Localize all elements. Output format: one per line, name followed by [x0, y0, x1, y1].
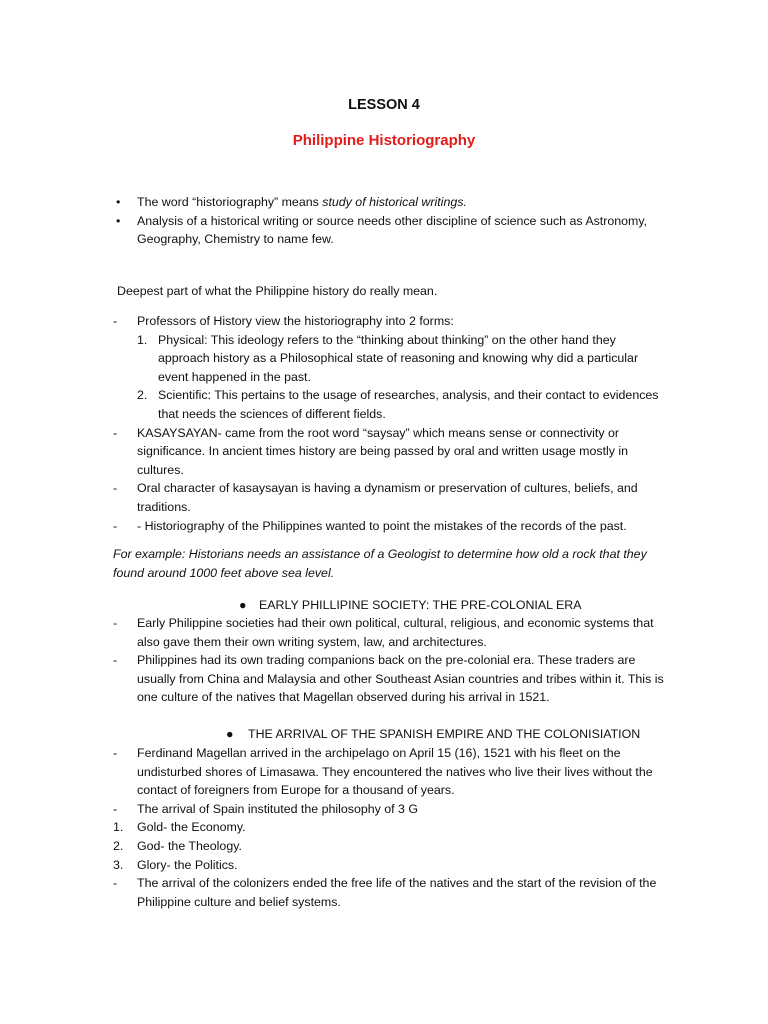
list-marker: -: [113, 518, 118, 533]
bullet-text: [137, 212, 647, 231]
list-item-text: Professors of History view the historiography into 2 forms:: [137, 314, 454, 328]
list-item-text: that needs the sciences of different fields.: [158, 407, 386, 421]
text-run: The word “historiography” means: [137, 195, 323, 209]
list-item-text: traditions.: [137, 500, 191, 514]
list-item-text: Early Philippine societies had their own political, cultural, religious, and economic systems that: [137, 616, 654, 630]
list-item-text: contact of foreigners from Europe for a thousand of years.: [137, 783, 455, 798]
intro-paragraph: Deepest part of what the Philippine history do really mean.: [117, 284, 438, 298]
section-heading-text: EARLY PHILLIPINE SOCIETY: THE PRE-COLONIAL ERA: [259, 598, 582, 612]
example-paragraph: found around 1000 feet above sea level.: [113, 565, 335, 580]
list-item-text: Gold- the Economy.: [137, 820, 246, 835]
text-run: Analysis of a historical writing or source needs other discipline of science such as Astronomy,: [137, 213, 648, 228]
page-title: Philippine Historiography: [292, 132, 476, 149]
list-marker: -: [113, 425, 118, 440]
list-item-text: one culture of the natives that Magellan observed during his arrival in 1521.: [137, 690, 550, 705]
bullet-text: [137, 193, 467, 212]
example-paragraph: For example: Historians needs an assistance of a Geologist to determine how old a rock that they: [113, 547, 647, 561]
list-item-text: also gave them their own writing system, law, and architectures.: [137, 634, 487, 649]
list-item-text: Philippine culture and belief systems.: [137, 894, 341, 909]
list-item-text: Glory- the Politics.: [137, 857, 238, 872]
list-item-text: usually from China and Malaysia and other Southeast Asian countries and tribes within it. This is: [137, 671, 664, 686]
list-item-text: Oral character of kasaysayan is having a dynamism or preservation of cultures, beliefs, and: [137, 481, 638, 496]
section-heading-text: THE ARRIVAL OF THE SPANISH EMPIRE AND THE COLONISIATION: [248, 727, 641, 741]
list-item-text: Scientific: This pertains to the usage of researches, analysis, and their contact to evidences: [158, 388, 659, 403]
list-item-text: KASAYSAYAN- came from the root word “saysay” which means sense or connectivity or: [137, 425, 620, 440]
list-item-text: - Historiography of the Philippines wanted to point the mistakes of the records of the past.: [137, 518, 627, 533]
list-item-text: event happened in the past.: [158, 369, 311, 384]
list-item-text: The arrival of the colonizers ended the free life of the natives and the start of the revision of the: [137, 876, 657, 891]
lesson-number: LESSON 4: [348, 97, 420, 113]
heading-bullet-icon: ●: [239, 598, 247, 612]
bullet-text: [137, 230, 334, 249]
list-marker: 2.: [113, 839, 124, 853]
list-item-text: Ferdinand Magellan arrived in the archipelago on April 15 (16), 1521 with his fleet on the: [137, 746, 621, 760]
list-marker: -: [113, 746, 118, 760]
list-marker: 2.: [137, 388, 148, 403]
list-marker: 1.: [137, 332, 148, 347]
list-marker: -: [113, 481, 118, 496]
list-item-text: cultures.: [137, 462, 184, 477]
list-marker: -: [113, 314, 118, 328]
text-run: Geography, Chemistry to name few.: [137, 232, 334, 247]
list-item-text: significance. In ancient times history are being passed by oral and written usage mostly in: [137, 444, 629, 459]
heading-bullet-icon: ●: [226, 727, 234, 741]
list-marker: 3.: [113, 857, 124, 872]
list-marker: 1.: [113, 820, 124, 835]
list-marker: -: [113, 876, 118, 891]
list-marker: -: [113, 801, 118, 816]
list-item-text: approach history as a Philosophical state of reasoning and knowing why did a particular: [158, 351, 639, 366]
list-item-text: undisturbed shores of Limasawa. They encountered the natives who live their lives without the: [137, 764, 653, 779]
list-item-text: Physical: This ideology refers to the “thinking about thinking” on the other hand they: [158, 332, 616, 347]
bullet-icon: •: [116, 213, 121, 228]
bullet-icon: •: [116, 195, 121, 209]
list-marker: -: [113, 616, 118, 630]
list-item-text: God- the Theology.: [137, 839, 242, 853]
list-marker: -: [113, 653, 118, 668]
text-run: study of historical writings.: [322, 195, 467, 209]
list-item-text: Philippines had its own trading companions back on the pre-colonial era. These traders are: [137, 653, 636, 668]
list-item-text: The arrival of Spain instituted the philosophy of 3 G: [137, 801, 419, 816]
